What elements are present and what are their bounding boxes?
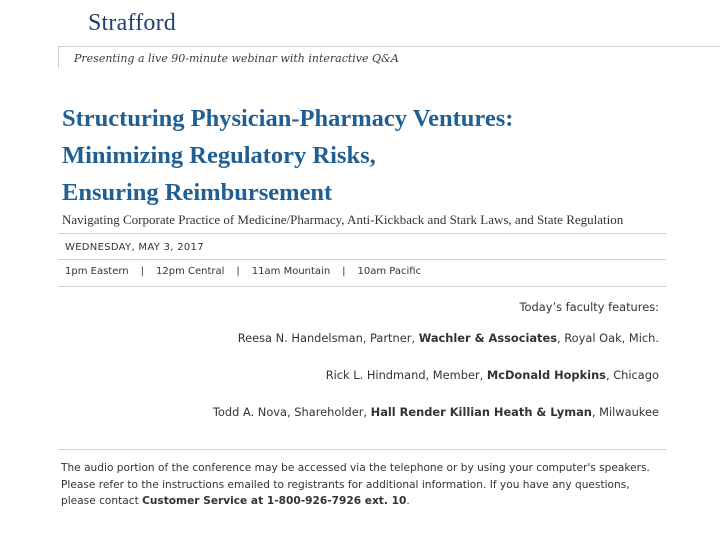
header-divider (58, 46, 720, 47)
time-central: 12pm Central (156, 266, 225, 277)
faculty-member (213, 368, 659, 382)
time-pacific: 10am Pacific (357, 266, 422, 277)
customer-service-contact: Customer Service at 1-800-926-7926 ext. 10 (142, 495, 407, 507)
divider (58, 233, 666, 234)
time-separator: | (236, 266, 240, 277)
divider (58, 259, 666, 260)
faculty-name: Reesa N. Handelsman, Partner, (237, 331, 419, 345)
faculty-member (213, 405, 659, 419)
header-divider-tick (58, 46, 59, 68)
webinar-date: WEDNESDAY, MAY 3, 2017 (65, 242, 204, 253)
faculty-section (213, 300, 659, 442)
strafford-logo: Strafford (88, 10, 177, 36)
faculty-name: Todd A. Nova, Shareholder, (212, 405, 371, 419)
title-line-2: Minimizing Regulatory Risks, (62, 142, 376, 169)
faculty-location: , Royal Oak, Mich. (557, 331, 659, 345)
faculty-member (213, 331, 659, 345)
time-separator: | (342, 266, 346, 277)
footer-text: The audio portion of the conference may be accessed via the telephone or by using your computer's speakers. Please refer to the instructions emailed to registrants for additional information. If you have any questions, please contact (61, 462, 650, 507)
faculty-intro: Today’s faculty features: (519, 300, 659, 314)
divider (58, 449, 666, 450)
divider (58, 286, 666, 287)
title-line-1: Structuring Physician-Pharmacy Ventures: (62, 105, 514, 132)
faculty-location: , Milwaukee (591, 405, 659, 419)
time-mountain: 11am Mountain (251, 266, 331, 277)
faculty-firm: McDonald Hopkins (486, 368, 606, 382)
faculty-firm: Hall Render Killian Heath & Lyman (370, 405, 592, 419)
faculty-firm: Wachler & Associates (418, 331, 557, 345)
audio-instructions (61, 460, 661, 510)
faculty-location: , Chicago (605, 368, 659, 382)
title-line-3: Ensuring Reimbursement (62, 179, 333, 206)
footer-end: . (406, 495, 410, 507)
faculty-name: Rick L. Hindmand, Member, (325, 368, 487, 382)
webinar-tagline: Presenting a live 90-minute webinar with interactive Q&A (74, 52, 399, 65)
time-eastern: 1pm Eastern (65, 266, 129, 277)
webinar-title (62, 100, 712, 211)
time-separator: | (140, 266, 145, 277)
time-zones (65, 266, 421, 277)
webinar-subtitle: Navigating Corporate Practice of Medicine/Pharmacy, Anti-Kickback and Stark Laws, and State Regulation (62, 212, 624, 227)
